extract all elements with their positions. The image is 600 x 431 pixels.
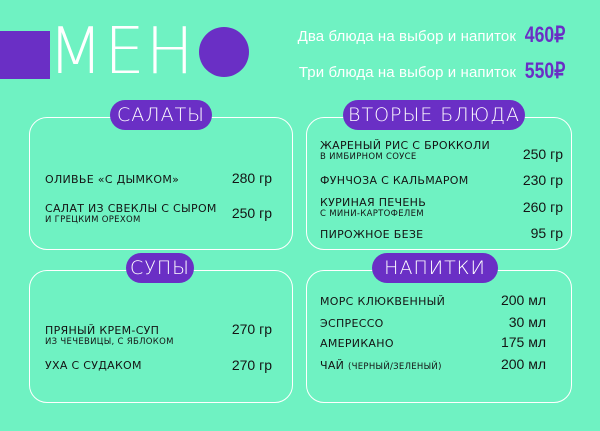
item-price: 250 гр bbox=[522, 146, 563, 162]
item-description: В ИМБИРНОМ СОУСЕ bbox=[320, 152, 417, 162]
item-price: 260 гр bbox=[522, 199, 563, 215]
menu-item bbox=[45, 324, 174, 347]
item-description: И ГРЕЦКИМ ОРЕХОМ bbox=[45, 215, 141, 225]
offer-three-dishes bbox=[299, 64, 516, 81]
menu-item bbox=[320, 139, 490, 162]
item-name: КУРИНАЯ ПЕЧЕНЬ bbox=[320, 196, 427, 209]
item-name: АМЕРИКАНО bbox=[320, 337, 394, 350]
item-price: 95 гр bbox=[530, 225, 563, 241]
menu-item bbox=[320, 228, 423, 241]
item-name: ФУНЧОЗА С КАЛЬМАРОМ bbox=[320, 174, 469, 187]
menu-item bbox=[320, 359, 442, 372]
item-price: 280 гр bbox=[231, 170, 272, 186]
item-name: ОЛИВЬЕ «С ДЫМКОМ» bbox=[45, 173, 180, 186]
item-name: ПРЯНЫЙ КРЕМ-СУП bbox=[45, 324, 160, 337]
title-accent-bar bbox=[0, 31, 50, 79]
item-name: ЧАЙ bbox=[320, 359, 345, 372]
item-price: 200 мл bbox=[500, 356, 546, 372]
item-name: ЭСПРЕССО bbox=[320, 317, 384, 330]
drinks-title: НАПИТКИ bbox=[372, 253, 498, 283]
item-description: С МИНИ-КАРТОФЕЛЕМ bbox=[320, 209, 424, 219]
item-price: 250 гр bbox=[231, 205, 272, 221]
salads-title: САЛАТЫ bbox=[110, 100, 212, 130]
item-name: САЛАТ ИЗ СВЕКЛЫ С СЫРОМ bbox=[45, 202, 217, 215]
item-description: ИЗ ЧЕЧЕВИЦЫ, С ЯБЛОКОМ bbox=[45, 337, 174, 347]
item-name: ПИРОЖНОЕ БЕЗЕ bbox=[320, 228, 424, 241]
item-name: УХА С СУДАКОМ bbox=[45, 359, 142, 372]
item-description: (ЧЕРНЫЙ/ЗЕЛЕНЫЙ) bbox=[348, 362, 442, 372]
title-letter-circle bbox=[199, 27, 249, 77]
offer-text: Три блюда на выбор и напиток bbox=[298, 64, 516, 81]
item-price: 230 гр bbox=[522, 172, 563, 188]
item-price: 270 гр bbox=[231, 357, 272, 373]
item-name: ЖАРЕНЫЙ РИС С БРОККОЛИ bbox=[320, 139, 491, 152]
offer-price: 460₽ bbox=[524, 22, 566, 47]
menu-item bbox=[45, 173, 179, 186]
offer-text: Два блюда на выбор и напиток bbox=[297, 28, 516, 45]
soups-title: СУПЫ bbox=[126, 253, 194, 283]
item-price: 175 мл bbox=[500, 334, 546, 350]
item-name: МОРС КЛЮКВЕННЫЙ bbox=[320, 295, 446, 308]
menu-item bbox=[45, 359, 142, 372]
menu-item bbox=[320, 295, 445, 308]
menu-item bbox=[320, 317, 384, 330]
mains-title: ВТОРЫЕ БЛЮДА bbox=[343, 100, 525, 130]
menu-item bbox=[320, 196, 426, 219]
offer-two-dishes bbox=[298, 28, 516, 45]
menu-item bbox=[320, 174, 469, 187]
item-price: 30 мл bbox=[508, 314, 546, 330]
page-title: МЕН bbox=[48, 19, 249, 85]
item-price: 270 гр bbox=[231, 321, 272, 337]
offer-price: 550₽ bbox=[524, 58, 566, 83]
menu-item bbox=[320, 337, 394, 350]
item-price: 200 мл bbox=[500, 292, 546, 308]
menu-item bbox=[45, 202, 217, 225]
